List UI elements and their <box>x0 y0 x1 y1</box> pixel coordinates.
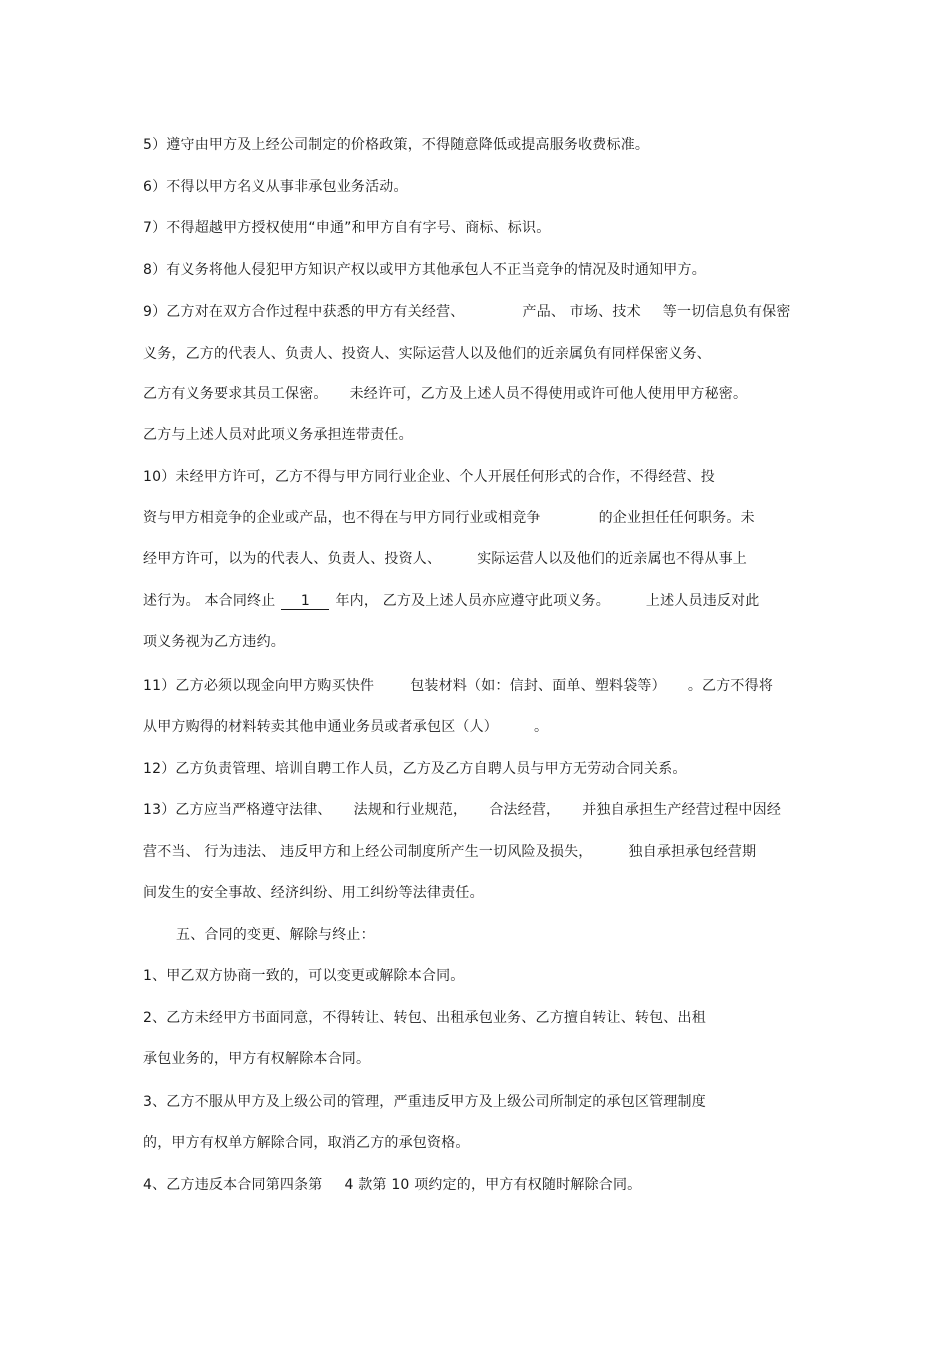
clause-text: 1、甲乙双方协商一致的，可以变更或解除本合同。 <box>143 968 465 984</box>
clause-text: 。乙方不得将 <box>687 678 774 694</box>
clause-text: 的企业担任任何职务。未 <box>598 510 755 526</box>
clause-8 <box>143 261 706 279</box>
clause-text: 上述人员违反对此 <box>645 593 760 609</box>
clause-10-line-3 <box>143 550 747 568</box>
clause-text: 从甲方购得的材料转卖其他申通业务员或者承包区（人） <box>143 719 498 735</box>
clause-text: 7）不得超越甲方授权使用“申通”和甲方自有字号、商标、标识。 <box>143 220 551 236</box>
clause-text: 13）乙方应当严格遵守法律、 <box>143 802 332 818</box>
item-3-line-2 <box>143 1134 470 1152</box>
clause-text: 资与甲方相竞争的企业或产品，也不得在与甲方同行业或相竞争 <box>143 510 541 526</box>
clause-9-line-4 <box>143 426 413 444</box>
clause-text: 4 款第 10 项约定的，甲方有权随时解除合同。 <box>344 1177 642 1193</box>
clause-13-line-2 <box>143 843 756 861</box>
item-4 <box>143 1176 641 1194</box>
clause-7 <box>143 219 550 237</box>
clause-5 <box>143 136 649 154</box>
clause-text: 法规和行业规范， <box>353 802 468 818</box>
clause-text: 独自承担承包经营期 <box>628 844 757 860</box>
term-years-value: 1 <box>281 594 329 610</box>
clause-11-line-1 <box>143 677 773 695</box>
clause-text: 项义务视为乙方违约。 <box>143 634 285 650</box>
clause-text: 8）有义务将他人侵犯甲方知识产权以或甲方其他承包人不正当竞争的情况及时通知甲方。 <box>143 262 706 278</box>
clause-text: 乙方与上述人员对此项义务承担连带责任。 <box>143 427 413 443</box>
item-1 <box>143 967 465 985</box>
clause-10-line-2 <box>143 509 755 527</box>
clause-text: 6）不得以甲方名义从事非承包业务活动。 <box>143 179 408 195</box>
clause-text: 述行为。 本合同终止 <box>143 593 276 609</box>
clause-text: 年内， 乙方及上述人员亦应遵守此项义务。 <box>335 593 610 609</box>
clause-text: 3、乙方不服从甲方及上级公司的管理，严重违反甲方及上级公司所制定的承包区管理制度 <box>143 1094 706 1110</box>
clause-text: 实际运营人以及他们的近亲属也不得从事上 <box>477 551 748 567</box>
clause-10-line-1 <box>143 468 715 486</box>
clause-text: 乙方有义务要求其员工保密。 <box>143 386 328 402</box>
clause-text: 未经许可，乙方及上述人员不得使用或许可他人使用甲方秘密。 <box>349 386 748 402</box>
clause-text: 合法经营， <box>489 802 561 818</box>
clause-text: 12）乙方负责管理、培训自聘工作人员，乙方及乙方自聘人员与甲方无劳动合同关系。 <box>143 761 687 777</box>
clause-text: 9）乙方对在双方合作过程中获悉的甲方有关经营、 <box>143 304 465 320</box>
clause-text: 11）乙方必须以现金向甲方购买快件 <box>143 678 375 694</box>
clause-text: 承包业务的，甲方有权解除本合同。 <box>143 1051 371 1067</box>
clause-11-line-2 <box>143 718 548 736</box>
clause-9-line-2 <box>143 345 711 363</box>
clause-text: 义务，乙方的代表人、负责人、投资人、实际运营人以及他们的近亲属负有同样保密义务、 <box>143 346 711 362</box>
clause-text: 产品、 市场、技术 <box>522 304 641 320</box>
clause-text: 2、乙方未经甲方书面同意，不得转让、转包、出租承包业务、乙方擅自转让、转包、出租 <box>143 1010 706 1026</box>
clause-text: 包装材料（如：信封、面单、塑料袋等） <box>410 678 666 694</box>
clause-13-line-3 <box>143 884 484 902</box>
clause-text: 10）未经甲方许可，乙方不得与甲方同行业企业、个人开展任何形式的合作，不得经营、投 <box>143 469 716 485</box>
clause-text: 经甲方许可，以为的代表人、负责人、投资人、 <box>143 551 442 567</box>
clause-text: 间发生的安全事故、经济纠纷、用工纠纷等法律责任。 <box>143 885 484 901</box>
section-5-heading <box>176 926 375 944</box>
clause-text: 并独自承担生产经营过程中因经 <box>582 802 782 818</box>
clause-9-line-1 <box>143 303 791 321</box>
clause-9-line-3 <box>143 385 747 403</box>
clause-12 <box>143 760 687 778</box>
section-heading-text: 五、合同的变更、解除与终止： <box>176 927 375 943</box>
item-2-line-2 <box>143 1050 370 1068</box>
clause-text: 的，甲方有权单方解除合同，取消乙方的承包资格。 <box>143 1135 470 1151</box>
clause-text: 等一切信息负有保密 <box>662 304 791 320</box>
item-2-line-1 <box>143 1009 706 1027</box>
clause-13-line-1 <box>143 801 781 819</box>
clause-text: 5）遵守由甲方及上经公司制定的价格政策，不得随意降低或提高服务收费标准。 <box>143 137 650 153</box>
clause-10-line-5 <box>143 633 285 651</box>
clause-text: 营不当、 行为违法、 违反甲方和上经公司制度所产生一切风险及损失， <box>143 844 593 860</box>
item-3-line-1 <box>143 1093 706 1111</box>
clause-text: 4、乙方违反本合同第四条第 <box>143 1177 323 1193</box>
clause-text: 。 <box>534 719 549 735</box>
clause-6 <box>143 178 408 196</box>
clause-10-line-4 <box>143 592 760 610</box>
